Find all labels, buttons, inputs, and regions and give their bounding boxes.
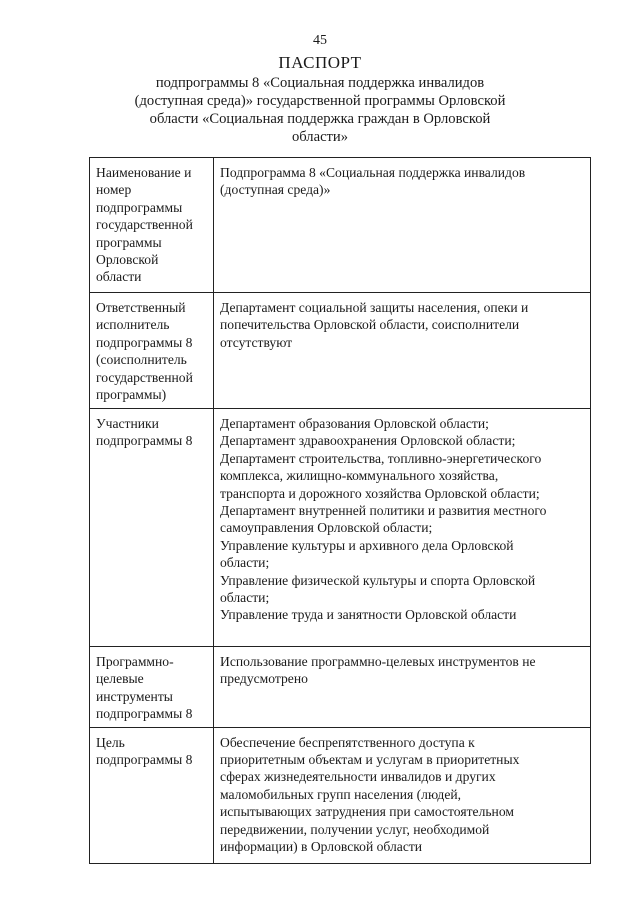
table-row: [90, 647, 591, 728]
label-line: Цель: [96, 734, 125, 750]
row-label: [90, 727, 214, 863]
value-line: области;: [220, 555, 270, 571]
row-value: [214, 158, 591, 293]
table-row: [90, 409, 591, 647]
value-line: испытывающих затруднения при самостоятельном: [220, 804, 514, 820]
subtitle-line: области «Социальная поддержка граждан в Орловской: [149, 111, 491, 127]
label-line: Наименование и: [96, 165, 192, 180]
table-row: [90, 293, 591, 409]
label-line: Программно-: [96, 654, 174, 669]
row-label: [90, 158, 214, 293]
value-line: самоуправления Орловской области;: [220, 520, 433, 536]
label-line: (соисполнитель: [96, 352, 187, 368]
row-value: [214, 647, 591, 728]
page-number: 45: [313, 33, 327, 48]
subtitle-line: области»: [291, 129, 349, 145]
value-line: комплекса, жилищно-коммунального хозяйства,: [220, 468, 499, 484]
value-line: Управление труда и занятности Орловской области: [220, 607, 517, 623]
value-line: сферах жизнедеятельности инвалидов и других: [220, 769, 496, 785]
table-row: [90, 158, 591, 293]
value-line: Обеспечение беспрепятственного доступа к: [220, 734, 475, 750]
label-line: государственной: [96, 369, 193, 385]
document-subtitle: [120, 74, 520, 146]
value-line: транспорта и дорожного хозяйства Орловской области;: [220, 485, 540, 501]
value-line: передвижении, получении услуг, необходимой: [220, 821, 490, 837]
row-value: [214, 727, 591, 863]
document-title: ПАСПОРТ: [278, 53, 362, 72]
passport-table: [89, 157, 591, 864]
value-line: Департамент социальной защиты населения, опеки и: [220, 300, 529, 315]
value-line: приоритетным объектам и услугам в приоритетных: [220, 752, 520, 768]
label-line: области: [96, 269, 142, 285]
value-line: Департамент строительства, топливно-энергетического: [220, 450, 542, 466]
value-line: Управление культуры и архивного дела Орловской: [220, 537, 514, 553]
value-line: Подпрограмма 8 «Социальная поддержка инвалидов: [220, 165, 526, 180]
row-value: [214, 409, 591, 647]
label-line: программы: [96, 234, 162, 250]
label-line: Участники: [96, 416, 159, 431]
label-line: подпрограммы 8: [96, 433, 193, 449]
subtitle-line: (доступная среда)» государственной программы Орловской: [134, 93, 506, 109]
row-value: [214, 293, 591, 409]
label-line: программы): [96, 387, 167, 403]
label-line: подпрограммы 8: [96, 706, 193, 722]
label-line: государственной: [96, 217, 193, 233]
label-line: подпрограммы: [96, 199, 183, 215]
label-line: подпрограммы 8: [96, 752, 193, 768]
value-line: предусмотрено: [220, 671, 308, 687]
value-line: попечительства Орловской области, соисполнители: [220, 317, 520, 333]
table-row: [90, 727, 591, 863]
value-line: отсутствуют: [220, 334, 293, 350]
value-line: Использование программно-целевых инструментов не: [220, 654, 536, 669]
value-line: (доступная среда)»: [220, 182, 331, 198]
subtitle-line: подпрограммы 8 «Социальная поддержка инвалидов: [155, 75, 485, 91]
row-label: [90, 647, 214, 728]
row-label: [90, 409, 214, 647]
row-label: [90, 293, 214, 409]
label-line: Ответственный: [96, 300, 186, 315]
value-line: информации) в Орловской области: [220, 839, 423, 855]
label-line: подпрограммы 8: [96, 334, 193, 350]
label-line: исполнитель: [96, 317, 170, 333]
label-line: номер: [96, 182, 132, 198]
value-line: Департамент внутренней политики и развития местного: [220, 503, 547, 519]
value-line: Управление физической культуры и спорта Орловской: [220, 572, 536, 588]
value-line: Департамент образования Орловской области;: [220, 416, 489, 431]
value-line: области;: [220, 590, 270, 606]
value-line: Департамент здравоохранения Орловской области;: [220, 433, 516, 449]
label-line: целевые: [96, 671, 144, 687]
label-line: инструменты: [96, 688, 173, 704]
value-line: маломобильных групп населения (людей,: [220, 786, 462, 802]
label-line: Орловской: [96, 252, 159, 268]
